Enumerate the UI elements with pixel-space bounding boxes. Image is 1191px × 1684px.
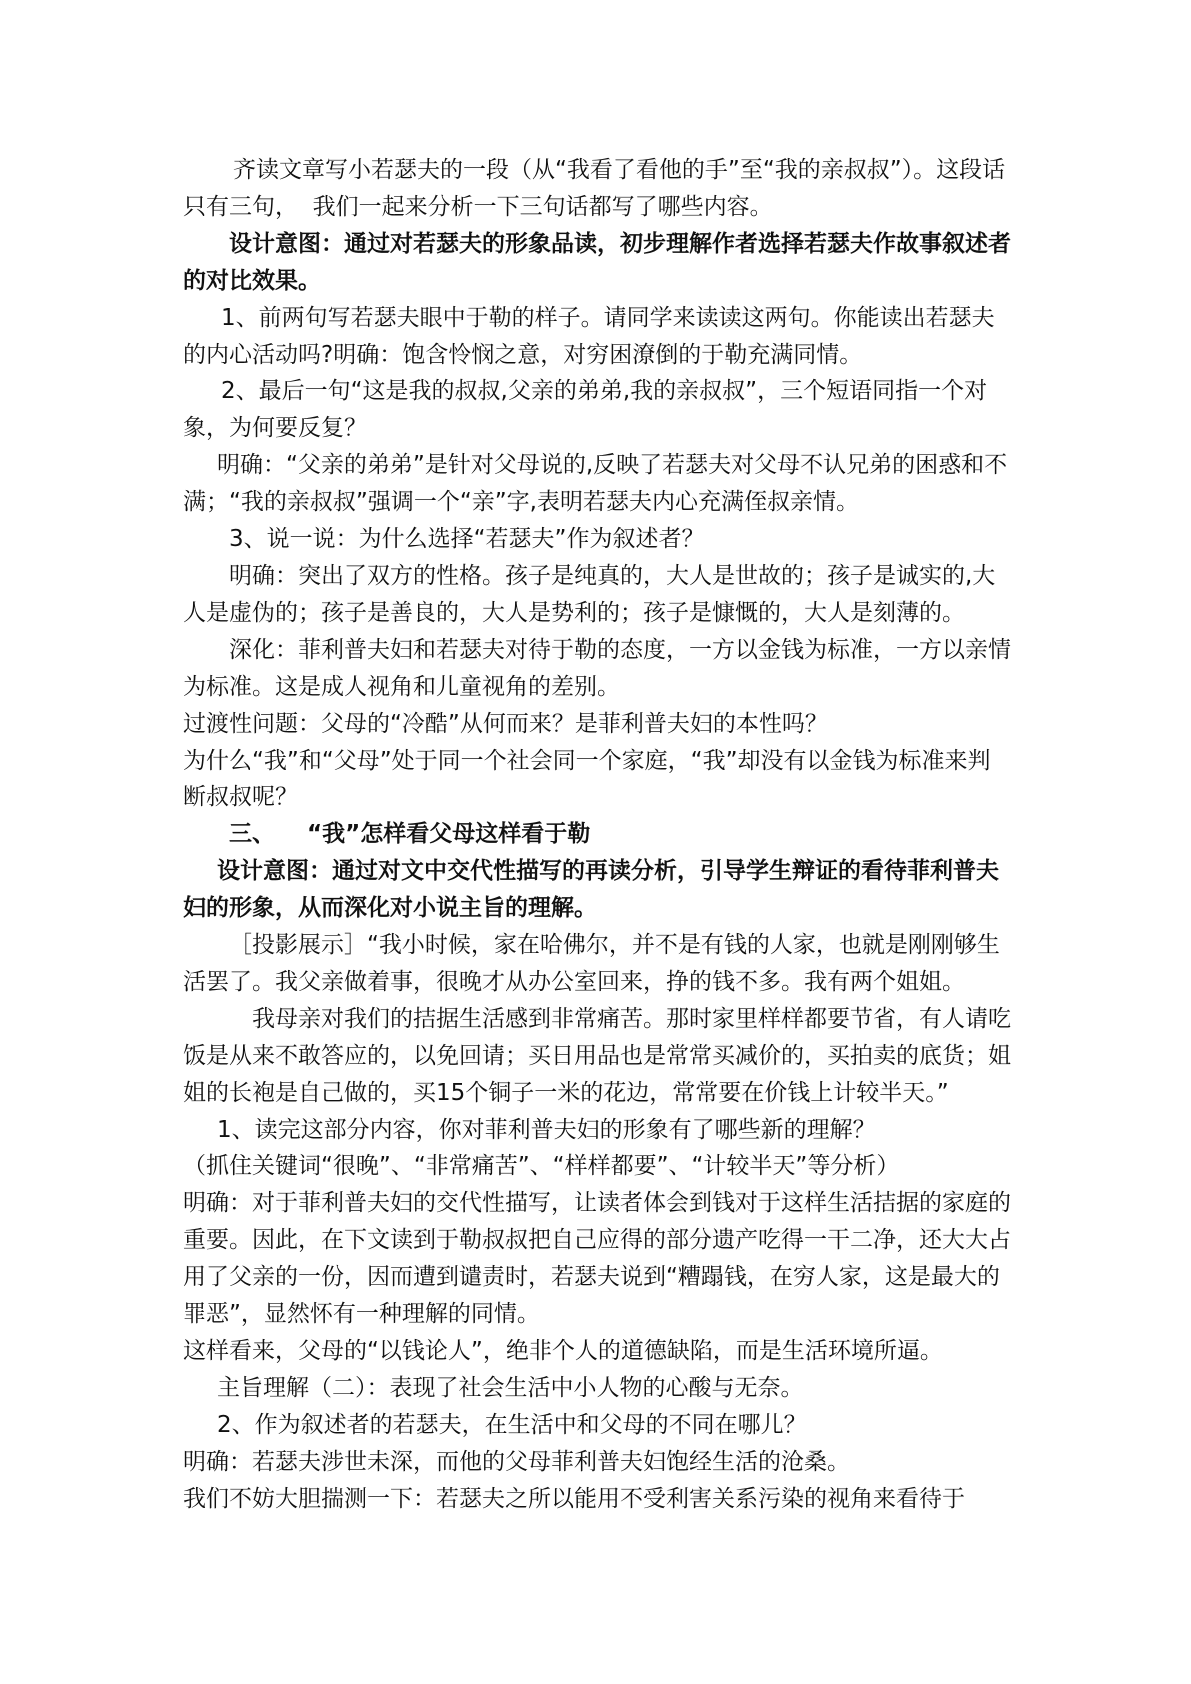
paragraph-22: 我们不妨大胆揣测一下：若瑟夫之所以能用不受利害关系污染的视角来看待于	[183, 1485, 965, 1512]
paragraph-8: 深化：菲利普夫妇和若瑟夫对待于勒的态度，一方以金钱为标准，一方以亲情为标准。这是成人视角和儿童视角的差别。	[183, 636, 1011, 700]
paragraph-18: 这样看来，父母的“以钱论人”，绝非个人的道德缺陷，而是生活环境所逼。	[183, 1338, 943, 1364]
document-body	[183, 152, 1013, 1518]
paragraph-17: 明确：对于菲利普夫妇的交代性描写，让读者体会到钱对于这样生活拮据的家庭的重要。因此，在下文读到于勒叔叔把自己应得的部分遗产吃得一干二净，还大大占用了父亲的一份，因而遭到谴责时，若瑟夫说到“糟蹋钱，在穷人家，这是最大的罪恶”，显然怀有一种理解的同情。	[183, 1190, 1011, 1328]
transition-question-2: 为什么“我”和“父母”处于同一个社会同一个家庭，“我”却没有以金钱为标准来判断叔叔呢？	[183, 747, 991, 811]
paragraph-16: （抓住关键词“很晚”、“非常痛苦”、“样样都要”、“计较半天”等分析）	[183, 1153, 900, 1180]
transition-question-1: 过渡性问题：父母的“冷酷”从何而来？是菲利普夫妇的本性吗？	[183, 710, 828, 737]
paragraph-21: 明确：若瑟夫涉世未深，而他的父母菲利普夫妇饱经生活的沧桑。	[183, 1448, 850, 1475]
theme-understanding-2: 主旨理解（二）：表现了社会生活中小人物的心酸与无奈。	[217, 1374, 804, 1401]
paragraph-20: 2、作为叙述者的若瑟夫，在生活中和父母的不同在哪儿？	[217, 1411, 807, 1438]
section-heading-3: 三、 “我”怎样看父母这样看于勒	[229, 821, 591, 848]
paragraph-4: 2、最后一句“这是我的叔叔,父亲的弟弟,我的亲叔叔”，三个短语同指一个对象，为何要反复？	[183, 378, 988, 442]
projection-quote-2: 我母亲对我们的拮据生活感到非常痛苦。那时家里样样都要节省，有人请吃饭是从来不敢答应的，以免回请；买日用品也是常常买减价的，买拍卖的底货；姐姐的长袍是自己做的，买15个铜子一米的花边，常常要在价钱上计较半天。”	[183, 1005, 1011, 1106]
design-intent-2: 设计意图：通过对文中交代性描写的再读分析，引导学生辩证的看待菲利普夫妇的形象，从而深化对小说主旨的理解。	[183, 858, 999, 922]
paragraph-7: 明确：突出了双方的性格。孩子是纯真的，大人是世故的；孩子是诚实的,大人是虚伪的；孩子是善良的，大人是势利的；孩子是慷慨的，大人是刻薄的。	[183, 562, 996, 626]
paragraph-5: 明确：“父亲的弟弟”是针对父母说的,反映了若瑟夫对父母不认兄弟的困惑和不满；“我的亲叔叔”强调一个“亲”字,表明若瑟夫内心充满侄叔亲情。	[183, 452, 1008, 516]
paragraph-3: 1、前两句写若瑟夫眼中于勒的样子。请同学来读读这两句。你能读出若瑟夫的内心活动吗?明确：饱含怜悯之意，对穷困潦倒的于勒充满同情。	[183, 304, 995, 368]
paragraph-15: 1、读完这部分内容，你对菲利普夫妇的形象有了哪些新的理解？	[217, 1116, 876, 1143]
paragraph-1: 齐读文章写小若瑟夫的一段（从“我看了看他的手”至“我的亲叔叔”）。这段话只有三句， 我们一起来分析一下三句话都写了哪些内容。	[183, 157, 1006, 220]
projection-quote-1: ［投影展示］“我小时候，家在哈佛尔，并不是有钱的人家，也就是刚刚够生活罢了。我父亲做着事，很晚才从办公室回来，挣的钱不多。我有两个姐姐。	[183, 932, 1000, 995]
paragraph-6: 3、说一说：为什么选择“若瑟夫”作为叙述者？	[229, 526, 705, 553]
design-intent-1: 设计意图：通过对若瑟夫的形象品读，初步理解作者选择若瑟夫作故事叙述者的对比效果。	[183, 230, 1011, 294]
